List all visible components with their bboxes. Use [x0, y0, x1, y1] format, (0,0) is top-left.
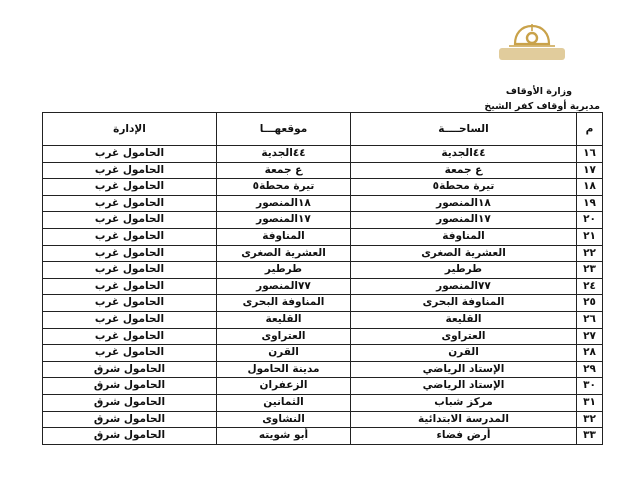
cell-administration: الحامول غرب: [43, 345, 217, 362]
table-row: [43, 311, 603, 328]
cell-administration: الحامول غرب: [43, 228, 217, 245]
cell-location: القليعة: [217, 311, 351, 328]
column-header-administration: الإدارة: [43, 113, 217, 146]
table-row: [43, 378, 603, 395]
cell-site: أرض فضاء: [351, 428, 577, 445]
cell-number: ٣٢: [577, 411, 603, 428]
cell-site: القليعة: [351, 311, 577, 328]
cell-administration: الحامول غرب: [43, 162, 217, 179]
table-row: [43, 162, 603, 179]
cell-site: ٧٧المنصور: [351, 278, 577, 295]
cell-location: ع جمعة: [217, 162, 351, 179]
cell-location: أبو شويته: [217, 428, 351, 445]
cell-number: ٢٧: [577, 328, 603, 345]
table-row: [43, 179, 603, 196]
cell-number: ١٧: [577, 162, 603, 179]
cell-number: ٢٨: [577, 345, 603, 362]
table-row: [43, 328, 603, 345]
table-row: [43, 295, 603, 312]
cell-number: ٣٣: [577, 428, 603, 445]
cell-location: المناوفة البحرى: [217, 295, 351, 312]
cell-site: ١٨المنصور: [351, 195, 577, 212]
table-header-row: [43, 113, 603, 146]
cell-number: ٢٥: [577, 295, 603, 312]
table-row: [43, 228, 603, 245]
cell-number: ٢٠: [577, 212, 603, 229]
cell-administration: الحامول غرب: [43, 179, 217, 196]
cell-administration: الحامول غرب: [43, 295, 217, 312]
cell-administration: الحامول شرق: [43, 411, 217, 428]
table-row: [43, 146, 603, 163]
cell-administration: الحامول شرق: [43, 361, 217, 378]
column-header-location: موقعهـــا: [217, 113, 351, 146]
cell-site: المدرسة الابتدائية: [351, 411, 577, 428]
cell-location: النشاوى: [217, 411, 351, 428]
cell-administration: الحامول غرب: [43, 245, 217, 262]
cell-site: العشرية الصغرى: [351, 245, 577, 262]
cell-number: ١٦: [577, 146, 603, 163]
directorate-name: مديرية أوقاف كفر الشيخ: [484, 101, 600, 112]
cell-location: العشرية الصغرى: [217, 245, 351, 262]
cell-site: مركز شباب: [351, 394, 577, 411]
table-row: [43, 345, 603, 362]
column-header-number: م: [577, 113, 603, 146]
cell-number: ٢١: [577, 228, 603, 245]
cell-location: الثمانين: [217, 394, 351, 411]
cell-location: الزعفران: [217, 378, 351, 395]
ministry-name: وزارة الأوقاف: [505, 86, 572, 97]
cell-number: ١٨: [577, 179, 603, 196]
cell-location: تيرة محطة٥: [217, 179, 351, 196]
cell-administration: الحامول شرق: [43, 378, 217, 395]
cell-administration: الحامول غرب: [43, 195, 217, 212]
cell-site: ع جمعة: [351, 162, 577, 179]
table-row: [43, 245, 603, 262]
table-row: [43, 411, 603, 428]
cell-site: طرطير: [351, 262, 577, 279]
cell-number: ٣٠: [577, 378, 603, 395]
cell-site: تيرة محطة٥: [351, 179, 577, 196]
cell-number: ٢٩: [577, 361, 603, 378]
cell-number: ٣١: [577, 394, 603, 411]
venues-table: [42, 112, 603, 445]
cell-number: ٢٢: [577, 245, 603, 262]
cell-number: ٢٤: [577, 278, 603, 295]
table-row: [43, 212, 603, 229]
cell-location: مدينة الحامول: [217, 361, 351, 378]
cell-administration: الحامول غرب: [43, 311, 217, 328]
cell-site: الإستاد الرياضي: [351, 378, 577, 395]
cell-site: الإستاد الرياضي: [351, 361, 577, 378]
cell-location: ٤٤الجدية: [217, 146, 351, 163]
ministry-logo: [497, 22, 567, 64]
cell-location: ١٨المنصور: [217, 195, 351, 212]
cell-location: ١٧المنصور: [217, 212, 351, 229]
cell-administration: الحامول غرب: [43, 278, 217, 295]
cell-location: المناوفة: [217, 228, 351, 245]
table-row: [43, 428, 603, 445]
cell-site: القرن: [351, 345, 577, 362]
table-row: [43, 361, 603, 378]
cell-location: طرطير: [217, 262, 351, 279]
table-row: [43, 195, 603, 212]
cell-administration: الحامول شرق: [43, 428, 217, 445]
cell-number: ١٩: [577, 195, 603, 212]
table-row: [43, 262, 603, 279]
cell-site: المناوفة: [351, 228, 577, 245]
cell-administration: الحامول غرب: [43, 262, 217, 279]
cell-administration: الحامول غرب: [43, 328, 217, 345]
cell-number: ٢٣: [577, 262, 603, 279]
cell-administration: الحامول شرق: [43, 394, 217, 411]
cell-location: العتراوى: [217, 328, 351, 345]
cell-site: ٤٤الجدية: [351, 146, 577, 163]
cell-site: العتراوى: [351, 328, 577, 345]
cell-location: ٧٧المنصور: [217, 278, 351, 295]
cell-site: المناوفة البحرى: [351, 295, 577, 312]
cell-administration: الحامول غرب: [43, 146, 217, 163]
cell-site: ١٧المنصور: [351, 212, 577, 229]
cell-administration: الحامول غرب: [43, 212, 217, 229]
cell-number: ٢٦: [577, 311, 603, 328]
table-row: [43, 278, 603, 295]
column-header-site: الساحــــة: [351, 113, 577, 146]
table-row: [43, 394, 603, 411]
cell-location: القرن: [217, 345, 351, 362]
